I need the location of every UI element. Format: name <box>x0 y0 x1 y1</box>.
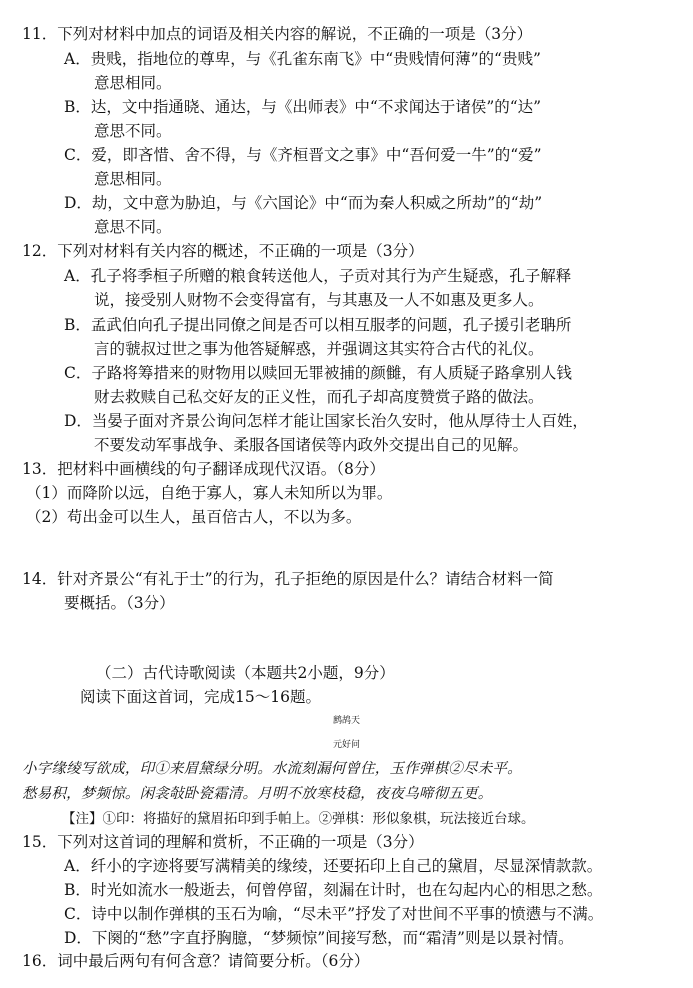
poem-note: 【注】①印：将描好的黛眉拓印到手帕上。②弹棋：形似象棋，玩法接近台球。 <box>62 811 535 827</box>
q15-option-b: B．时光如流水一般逝去，何曾停留，刻漏在计时，也在勾起内心的相思之愁。 <box>64 881 603 899</box>
q12-option-d-cont: 不要发动军事战争、柔服各国诸侯等内政外交提出自己的见解。 <box>94 436 529 454</box>
q16-stem: 16．词中最后两句有何含意？请简要分析。（6分） <box>22 952 370 970</box>
q13-sentence-1: （1）而降阶以远，自绝于寡人，寡人未知所以为罪。 <box>26 484 393 502</box>
q12-stem: 12．下列对材料有关内容的概述，不正确的一项是（3分） <box>22 242 424 260</box>
q12-option-c-cont: 财去救赎自己私交好友的正义性，而孔子却高度赞赏子路的做法。 <box>94 388 544 406</box>
poem-title: 鹧鸪天 <box>332 716 360 726</box>
q11-option-c: C．爱，即吝惜、舍不得，与《齐桓晋文之事》中“吾何爱一牛”的“爱” <box>64 146 542 164</box>
poem-line-1: 小字缘绫写欲成，印①来眉黛绿分明。水流刻漏何曾住，玉作弹棋②尽未平。 <box>22 761 522 777</box>
q11-option-a-cont: 意思相同。 <box>94 74 172 92</box>
q12-option-c: C．子路将筹措来的财物用以赎回无罪被捕的颜雠，有人质疑子路拿别人钱 <box>64 364 572 382</box>
q15-option-a: A．纤小的字迹将要写满精美的缘绫，还要拓印上自己的黛眉，尽显深情款款。 <box>64 857 603 875</box>
q13-sentence-2: （2）苟出金可以生人，虽百倍古人，不以为多。 <box>26 508 362 526</box>
q14-stem-cont: 要概括。（3分） <box>64 594 175 612</box>
poem-author: 元好问 <box>332 740 360 750</box>
q15-option-d: D．下阕的“愁”字直抒胸臆，“梦频惊”间接写愁，而“霜清”则是以景衬情。 <box>64 929 574 947</box>
q12-option-a-cont: 说，接受别人财物不会变得富有，与其惠及一人不如惠及更多人。 <box>94 291 544 309</box>
q13-stem: 13．把材料中画横线的句子翻译成现代汉语。（8分） <box>22 460 385 478</box>
q11-stem: 11．下列对材料中加点的词语及相关内容的解说，不正确的一项是（3分） <box>22 25 533 43</box>
section-intro: 阅读下面这首词，完成15～16题。 <box>80 688 321 706</box>
q15-stem: 15．下列对这首词的理解和赏析，不正确的一项是（3分） <box>22 833 424 851</box>
poem-line-2: 愁易积，梦频惊。闲衾敧卧瓷霜清。月明不放寒枝稳，夜夜乌啼彻五更。 <box>22 786 493 802</box>
q11-option-d: D．劫，文中意为胁迫，与《六国论》中“而为秦人积威之所劫”的“劫” <box>64 194 543 212</box>
q11-option-b-cont: 意思不同。 <box>94 122 172 140</box>
q12-option-b: B．孟武伯向孔子提出同僚之间是否可以相互服孝的问题，孔子援引老聃所 <box>64 316 572 334</box>
q11-option-a: A．贵贱，指地位的尊卑，与《孔雀东南飞》中“贵贱情何薄”的“贵贱” <box>64 50 541 68</box>
q11-option-c-cont: 意思相同。 <box>94 170 172 188</box>
q12-option-a: A．孔子将季桓子所赠的粮食转送他人，子贡对其行为产生疑惑，孔子解释 <box>64 267 572 285</box>
q12-option-d: D．当晏子面对齐景公询问怎样才能让国家长治久安时，他从厚待士人百姓， <box>64 412 588 430</box>
section-heading: （二）古代诗歌阅读（本题共2小题，9分） <box>96 664 395 682</box>
q11-option-b: B．达，文中指通晓、通达，与《出师表》中“不求闻达于诸侯”的“达” <box>64 98 542 116</box>
q12-option-b-cont: 言的虢叔过世之事为他答疑解惑，并强调这其实符合古代的礼仪。 <box>94 340 544 358</box>
q15-option-c: C．诗中以制作弹棋的玉石为喻，“尽未平”抒发了对世间不平事的愤懑与不满。 <box>64 905 604 923</box>
q14-stem: 14．针对齐景公“有礼于士”的行为，孔子拒绝的原因是什么？请结合材料一简 <box>22 570 554 588</box>
q11-option-d-cont: 意思不同。 <box>94 218 172 236</box>
